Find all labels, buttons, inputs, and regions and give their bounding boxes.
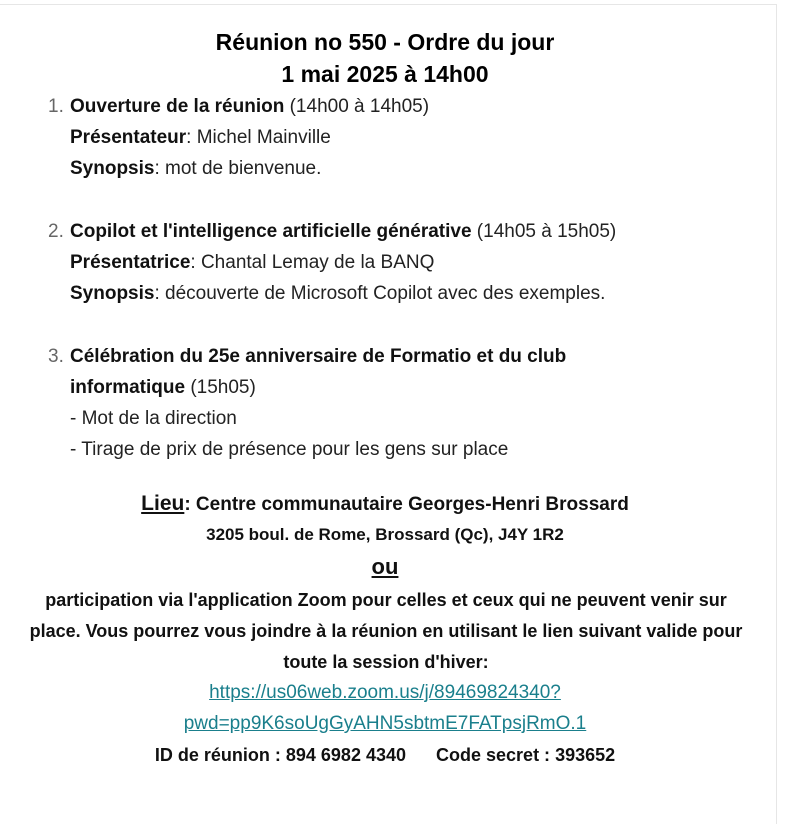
- agenda-item-presenter: [70, 247, 730, 278]
- synopsis-label: Synopsis: [70, 283, 155, 304]
- agenda-item-presenter: [70, 122, 730, 153]
- agenda-item-heading: [70, 91, 730, 122]
- agenda-item-heading: [70, 372, 730, 403]
- agenda-bullet-2: - Tirage de prix de présence pour les gens sur place: [70, 439, 509, 460]
- passcode: 393652: [555, 745, 616, 765]
- presenter-label: Présentateur: [70, 127, 187, 148]
- meeting-id: 894 6982 4340: [285, 745, 406, 765]
- agenda-item-number: 1.: [48, 96, 64, 117]
- agenda-item-title-line1: Célébration du 25e anniversaire de Formatio et du club: [70, 346, 567, 367]
- right-divider: [776, 4, 777, 824]
- location-address: 3205 boul. de Rome, Brossard (Qc), J4Y 1R2: [206, 525, 564, 544]
- presenter-name: : Chantal Lemay de la BANQ: [190, 252, 435, 273]
- agenda-item-number: 3.: [48, 346, 64, 367]
- agenda-item-3: [48, 341, 730, 465]
- top-divider: [0, 4, 776, 5]
- zoom-link-part1[interactable]: https://us06web.zoom.us/j/89469824340?: [209, 682, 561, 703]
- agenda-item-2: [48, 216, 730, 309]
- agenda-item-1: [48, 91, 730, 184]
- zoom-link-part2[interactable]: pwd=pp9K6soUgGyAHN5sbtmE7FATpsjRmO.1: [183, 713, 587, 734]
- presenter-label: Présentatrice: [70, 252, 191, 273]
- agenda-item-time: (14h00 à 14h05): [284, 96, 430, 117]
- meeting-date: 1 mai 2025 à 14h00: [281, 61, 489, 87]
- venue-name: : Centre communautaire Georges-Henri Brossard: [184, 494, 629, 515]
- presenter-name: : Michel Mainville: [186, 127, 331, 148]
- synopsis-text: : mot de bienvenue.: [154, 158, 322, 179]
- agenda-item-synopsis: [70, 153, 730, 184]
- agenda-item-title: Copilot et l'intelligence artificielle générative: [70, 221, 472, 242]
- passcode-label: Code secret :: [436, 745, 556, 765]
- meeting-credentials: [0, 740, 770, 771]
- agenda-item-time: (15h05): [185, 377, 256, 398]
- synopsis-text: : découverte de Microsoft Copilot avec des exemples.: [154, 283, 606, 304]
- agenda-item-number: 2.: [48, 221, 64, 242]
- agenda-item-title: Ouverture de la réunion: [70, 96, 285, 117]
- synopsis-label: Synopsis: [70, 158, 155, 179]
- agenda-item-heading: [70, 216, 730, 247]
- agenda-item-synopsis: [70, 278, 730, 309]
- page-title: Réunion no 550 - Ordre du jour: [215, 29, 555, 55]
- or-separator: ou: [371, 554, 399, 579]
- zoom-instructions: participation via l'application Zoom pour celles et ceux qui ne peuvent venir sur place. Vous pourrez vous joindre à la réunion en utilisant le lien suivant valide pour toute la session d'hiver:: [29, 590, 743, 672]
- meeting-id-label: ID de réunion :: [154, 745, 286, 765]
- location-venue: [0, 489, 770, 520]
- location-label: Lieu: [141, 492, 185, 515]
- agenda-item-time: (14h05 à 15h05): [471, 221, 617, 242]
- agenda-item-title-line2: informatique: [70, 377, 186, 398]
- agenda-bullet-1: - Mot de la direction: [70, 408, 237, 429]
